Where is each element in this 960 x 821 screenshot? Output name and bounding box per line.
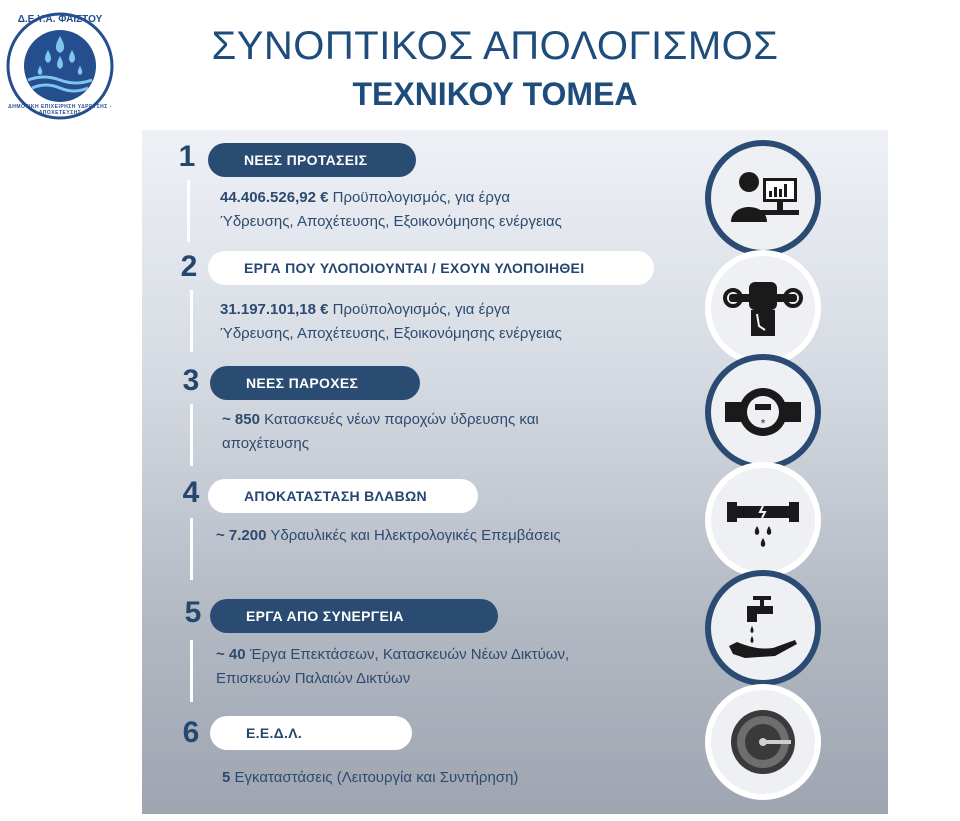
section-label: ΑΠΟΚΑΤΑΣΤΑΣΗ ΒΛΑΒΩΝ <box>208 479 478 513</box>
divider <box>190 404 193 466</box>
svg-text:*: * <box>760 418 766 429</box>
fist-wrench-icon <box>705 250 821 366</box>
section-number: 6 <box>182 716 200 749</box>
wastewater-tank-icon <box>705 684 821 800</box>
divider <box>190 290 193 352</box>
section-number: 1 <box>178 140 196 173</box>
section-label: ΕΡΓΑ ΑΠΟ ΣΥΝΕΡΓΕΙΑ <box>210 599 498 633</box>
section-label: Ε.Ε.Δ.Λ. <box>210 716 412 750</box>
faucet-hand-icon <box>705 570 821 686</box>
section-description: 31.197.101,18 € Προϋπολογισμός, για έργα Ύδρευσης, Αποχέτευσης, Εξοικονόμησης ενέργειας <box>220 301 562 342</box>
section-description: ~ 40 Έργα Επεκτάσεων, Κατασκευών Νέων Δικτύων, Επισκευών Παλαιών Δικτύων <box>216 646 570 687</box>
divider <box>190 518 193 580</box>
section-value: 44.406.526,92 € <box>220 189 329 206</box>
section-number: 4 <box>182 476 200 509</box>
section-number: 2 <box>180 250 198 283</box>
section-label: ΝΕΕΣ ΠΡΟΤΑΣΕΙΣ <box>208 143 416 177</box>
leaking-pipe-icon <box>705 462 821 578</box>
section-description: ~ 7.200 Υδραυλικές και Ηλεκτρολογικές Επεμβάσεις <box>216 527 561 544</box>
water-meter-icon <box>705 354 821 470</box>
section-label: ΝΕΕΣ ΠΑΡΟΧΕΣ <box>210 366 420 400</box>
logo-name: Δ.Ε.Υ.Α. ΦΑΙΣΤΟΥ <box>17 14 103 25</box>
page-subtitle: ΤΕΧΝΙΚΟΥ ΤΟΜΕΑ <box>352 76 638 112</box>
section-value: 5 <box>222 769 231 786</box>
section-value: ~ 850 <box>222 411 260 428</box>
logo-subtitle: ΔΗΜΟΤΙΚΗ ΕΠΙΧΕΙΡΗΣΗ ΥΔΡΕΥΣΗΣ - ΑΠΟΧΕΤΕΥΣΗΣ <box>8 104 112 116</box>
section-description: ~ 850 Κατασκευές νέων παροχών ύδρευσης και αποχέτευσης <box>222 411 539 452</box>
section-number: 3 <box>182 364 200 397</box>
section-description: 5 Εγκαταστάσεις (Λειτουργία και Συντήρηση) <box>222 769 519 786</box>
section-number: 5 <box>184 596 202 629</box>
section-value: ~ 40 <box>216 646 246 663</box>
section-value: 31.197.101,18 € <box>220 301 329 318</box>
computer-user-icon <box>705 140 821 256</box>
divider <box>187 180 190 242</box>
page-title: ΣΥΝΟΠΤΙΚΟΣ ΑΠΟΛΟΓΙΣΜΟΣ <box>211 24 779 68</box>
section-label: ΕΡΓΑ ΠΟΥ ΥΛΟΠΟΙΟΥΝΤΑΙ / ΕΧΟΥΝ ΥΛΟΠΟΙΗΘΕΙ <box>208 251 654 285</box>
divider <box>190 640 193 702</box>
section-description: 44.406.526,92 € Προϋπολογισμός, για έργα Ύδρευσης, Αποχέτευσης, Εξοικονόμησης ενέργειας <box>220 189 562 230</box>
section-value: ~ 7.200 <box>216 527 267 544</box>
